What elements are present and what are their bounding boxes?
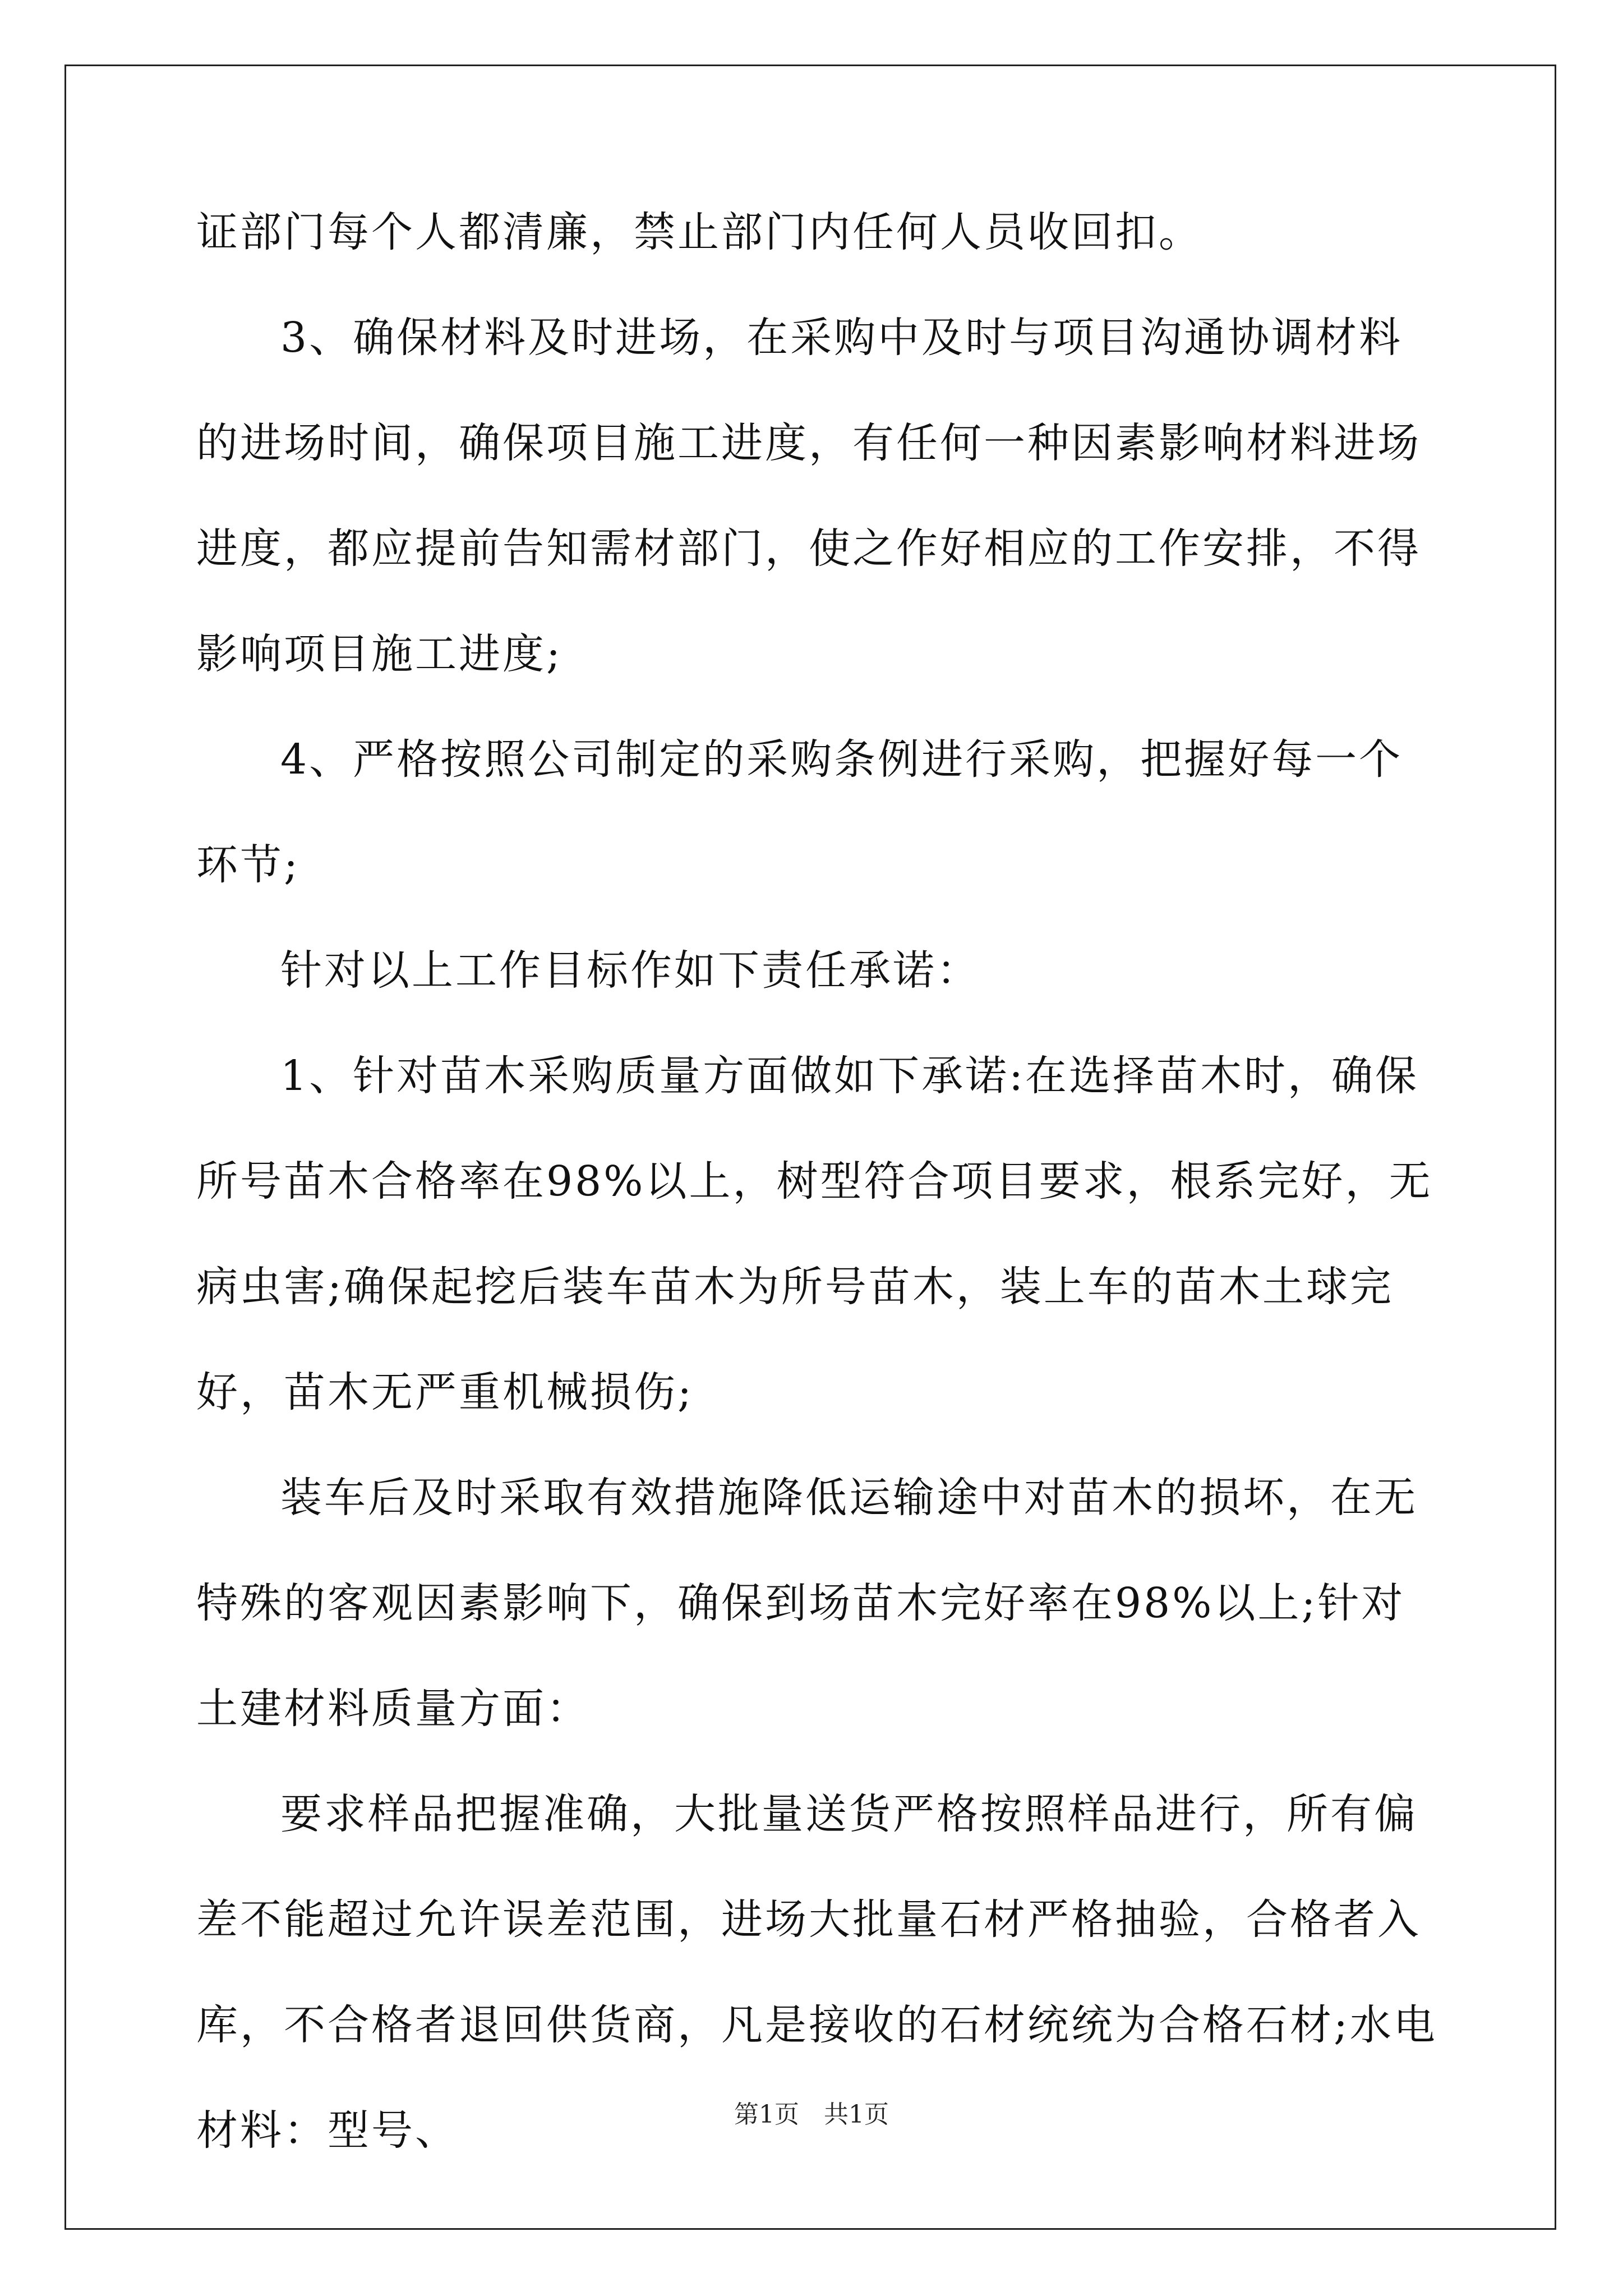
paragraph-5: 1、针对苗木采购质量方面做如下承诺:在选择苗木时，确保所号苗木合格率在98%以上，树型符合项目要求，根系完好，无病虫害;确保起挖后装车苗木为所号苗木，装上车的苗木土球完好，苗木无严重机械损伤; bbox=[196, 1052, 1433, 1416]
paragraph-2: 3、确保材料及时进场，在采购中及时与项目沟通协调材料的进场时间，确保项目施工进度，有任何一种因素影响材料进场进度，都应提前告知需材部门，使之作好相应的工作安排，不得影响项目施工进度; bbox=[196, 314, 1421, 678]
paragraph-4: 针对以上工作目标作如下责任承诺： bbox=[280, 946, 980, 995]
document-body bbox=[196, 180, 1441, 2183]
page-number-current: 第1页 bbox=[734, 2100, 799, 2129]
paragraph-7: 要求样品把握准确，大批量送货严格按照样品进行，所有偏差不能超过允许误差范围，进场大批量石材严格抽验，合格者入库，不合格者退回供货商，凡是接收的石材统统为合格石材;水电材料：型号、 bbox=[196, 1790, 1437, 2155]
paragraph-3: 4、严格按照公司制定的采购条例进行采购，把握好每一个环节; bbox=[196, 735, 1403, 889]
page-number-total: 共1页 bbox=[824, 2100, 889, 2129]
paragraph-6: 装车后及时采取有效措施降低运输途中对苗木的损坏，在无特殊的客观因素影响下，确保到场苗木完好率在98%以上;针对土建材料质量方面： bbox=[196, 1474, 1418, 1733]
page-footer bbox=[0, 2098, 1623, 2132]
paragraph-1: 证部门每个人都清廉，禁止部门内任何人员收回扣。 bbox=[196, 208, 1202, 256]
